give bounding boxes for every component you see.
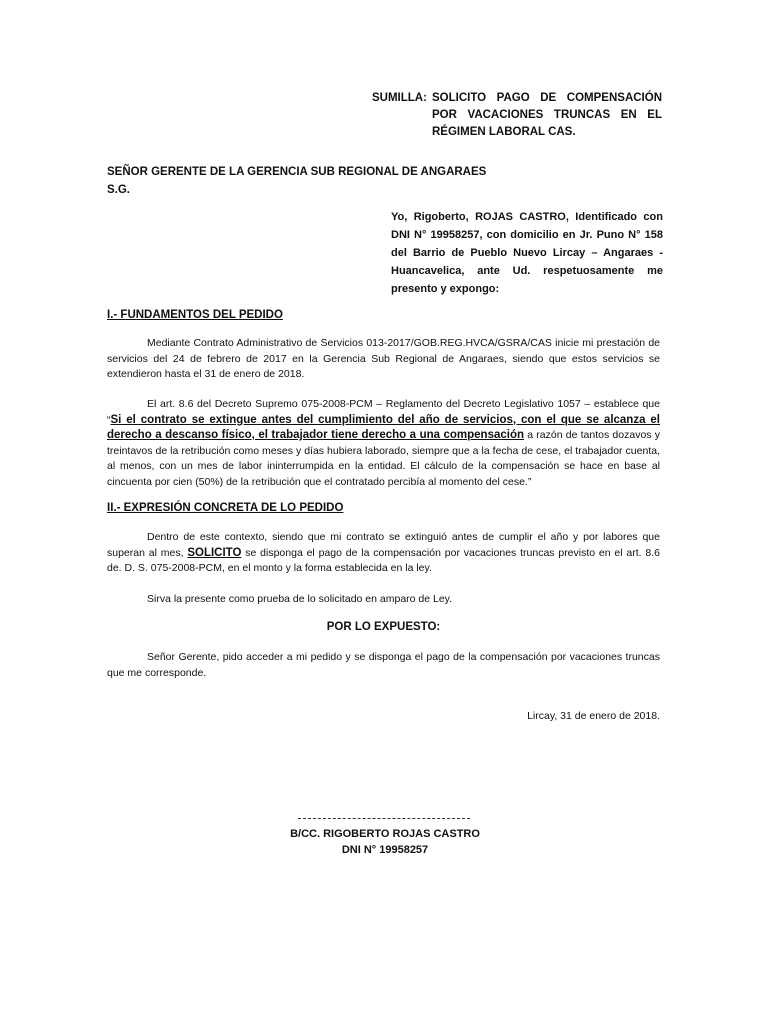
section-2-paragraph-2 xyxy=(107,592,660,608)
sumilla-label: SUMILLA: xyxy=(372,92,427,104)
addressee-initials: S.G. xyxy=(107,184,131,196)
section-1-p2-quote: Si el contrato se extingue antes del cumplimiento del año de servicios, con el que se alcanza el derecho a descanso físico, el trabajador tiene derecho a una compensación xyxy=(107,413,660,441)
signature-line xyxy=(298,818,470,819)
section-1-paragraph-2 xyxy=(107,397,660,490)
section-2-p1-solicito: SOLICITO xyxy=(187,546,242,559)
section-1-p2-end: a razón de tantos dozavos y treintavos de la retribución como meses y días hubiera laborado, siempre que a la fecha de cese, el trabajador cuenta, al menos, con un mes de labor ininterrumpida en la entidad. El cálculo de la compensación se hace en base al cincuenta por cien (50%) de la retribución que el contratado percibía al momento del cese.” xyxy=(107,429,660,488)
section-2-title: II.- EXPRESIÓN CONCRETA DE LO PEDIDO xyxy=(107,502,344,514)
date-line: Lircay, 31 de enero de 2018. xyxy=(527,710,660,722)
conclusion-p1-text: Señor Gerente, pido acceder a mi pedido y se disponga el pago de la compensación por vacaciones truncas que me corresponde. xyxy=(107,651,660,679)
section-2-p1-end: se disponga el pago de la compensación por vacaciones truncas previsto en el art. 8.6 de. D. S. 075-2008-PCM, en el monto y la forma establecida en la ley. xyxy=(107,546,660,574)
section-1-p1-text: Mediante Contrato Administrativo de Servicios 013-2017/GOB.REG.HVCA/GSRA/CAS inicie mi prestación de servicios del 24 de febrero de 2017 en la Gerencia Sub Regional de Angaraes, siendo que estos servicios se extendieron hasta el 31 de enero de 2018. xyxy=(107,337,660,380)
signature-dni: DNI N° 19958257 xyxy=(341,844,429,856)
section-2-p2-text: Sirva la presente como prueba de lo solicitado en amparo de Ley. xyxy=(147,593,453,605)
intro-paragraph: Yo, Rigoberto, ROJAS CASTRO, Identificado con DNI N° 19958257, con domicilio en Jr. Puno N° 158 del Barrio de Pueblo Nuevo Lircay – Angaraes - Huancavelica, ante Ud. respetuosamente me presento y expongo: xyxy=(391,211,663,295)
sumilla-text: SOLICITO PAGO DE COMPENSACIÓN POR VACACIONES TRUNCAS EN EL RÉGIMEN LABORAL CAS. xyxy=(432,92,662,138)
section-1-title: I.- FUNDAMENTOS DEL PEDIDO xyxy=(107,309,283,321)
addressee-line: SEÑOR GERENTE DE LA GERENCIA SUB REGIONAL DE ANGARAES xyxy=(107,166,487,178)
conclusion-title: POR LO EXPUESTO: xyxy=(326,621,441,633)
signature-name: B/CC. RIGOBERTO ROJAS CASTRO xyxy=(290,828,480,840)
section-2-p1-start: Dentro de este contexto, siendo que mi contrato se extinguió antes de cumplir el año y por labores que superan al mes, xyxy=(107,531,660,559)
section-1-paragraph-1 xyxy=(107,336,660,383)
addressee-block xyxy=(107,163,487,199)
conclusion-paragraph xyxy=(107,650,660,681)
section-1-p2-start: El art. 8.6 del Decreto Supremo 075-2008-PCM – Reglamento del Decreto Legislativo 1057 – establece que “ xyxy=(107,398,660,426)
section-2-paragraph-1 xyxy=(107,530,660,577)
